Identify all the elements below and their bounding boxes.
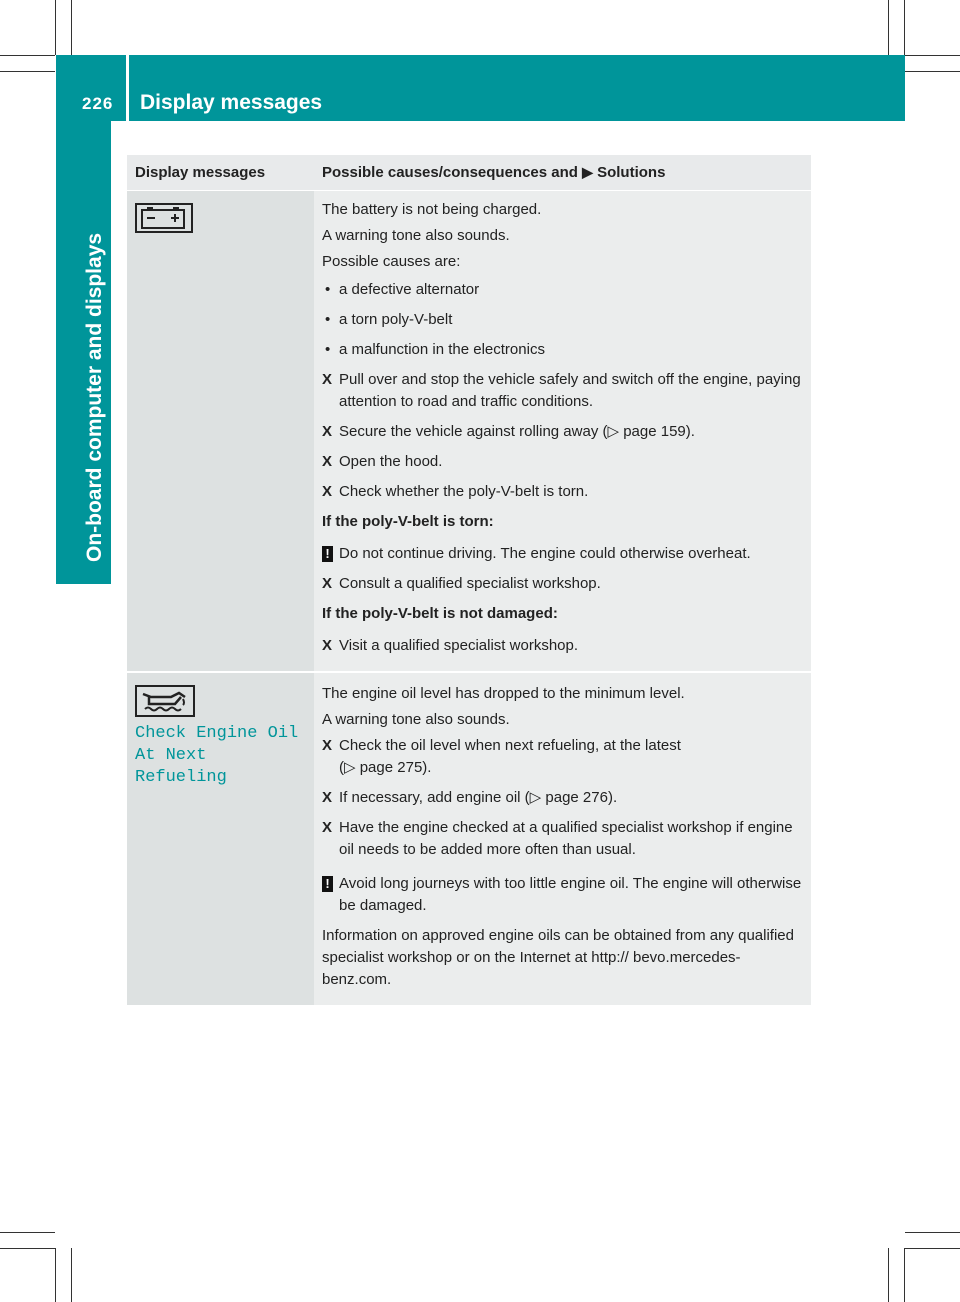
instruction-step (322, 421, 803, 443)
battery-icon (135, 203, 193, 233)
instruction-step (322, 573, 803, 595)
instruction-step (322, 451, 803, 473)
table-row (127, 672, 811, 1005)
display-text-line: At Next Refueling (135, 746, 227, 787)
instruction-icon: X (322, 423, 333, 440)
instruction-icon: X (322, 637, 333, 654)
engine-oil-icon-svg (137, 687, 193, 715)
instruction-text: Pull over and stop the vehicle safely and switch off the engine, paying attention to road and traffic conditions. (339, 371, 801, 410)
col-header-causes-text: Possible causes/consequences and (322, 164, 578, 181)
crop-mark (55, 0, 56, 55)
page-ref-text: page 159). (623, 423, 695, 440)
chapter-side-tab (56, 121, 111, 584)
bullet-text: a malfunction in the electronics (339, 341, 545, 358)
chapter-label: On-board computer and displays (83, 232, 106, 562)
instruction-step (322, 817, 803, 861)
col-header-causes-solutions (314, 155, 811, 191)
cause-text: The engine oil level has dropped to the minimum level. (322, 685, 685, 702)
crop-mark (0, 71, 55, 72)
crop-mark (71, 1248, 72, 1302)
col-header-display-messages: Display messages (127, 155, 314, 191)
display-message-cell (127, 191, 314, 673)
cause-bullet (322, 339, 803, 361)
bullet-text: a torn poly-V-belt (339, 311, 453, 328)
cause-text: Possible causes are: (322, 253, 461, 270)
page-ref-arrow-icon: ▷ (529, 789, 542, 806)
info-text: Information on approved engine oils can be obtained from any qualified specialist workshop or on the Internet at http:// bevo.mercedes-benz.com. (322, 927, 794, 988)
crop-mark (888, 1248, 889, 1302)
instruction-step (322, 369, 803, 413)
solution-cell (314, 672, 811, 1005)
instruction-text: If necessary, add engine oil ( (339, 789, 530, 806)
page-ref-arrow-icon: ▷ (607, 423, 620, 440)
crop-mark (905, 71, 960, 72)
instruction-icon: X (322, 819, 333, 836)
cause-text: A warning tone also sounds. (322, 227, 510, 244)
crop-mark (0, 1232, 55, 1233)
solution-arrow-icon: ▶ (582, 164, 593, 180)
instruction-text: Consult a qualified specialist workshop. (339, 575, 601, 592)
crop-mark (905, 1248, 960, 1249)
page-ref-text: page 276). (545, 789, 618, 806)
engine-oil-icon (135, 685, 195, 717)
warning-icon: ! (322, 546, 333, 562)
warning-text: Avoid long journeys with too little engine oil. The engine will otherwise be damaged. (339, 875, 802, 914)
warning-note (322, 873, 803, 917)
cause-text: A warning tone also sounds. (322, 711, 510, 728)
display-text (135, 723, 306, 789)
solution-cell (314, 191, 811, 673)
warning-icon: ! (322, 876, 333, 892)
cause-bullet (322, 309, 803, 331)
instruction-icon: X (322, 453, 333, 470)
header-divider (126, 55, 129, 121)
page-number: 226 (82, 94, 114, 113)
instruction-icon: X (322, 575, 333, 592)
crop-mark (904, 0, 905, 55)
page-reference-link[interactable] (530, 789, 617, 806)
crop-mark (71, 0, 72, 55)
crop-mark (905, 1232, 960, 1233)
crop-mark (888, 0, 889, 55)
page-reference-link[interactable]: (▷ page 275). (339, 759, 432, 776)
page-reference-link[interactable] (607, 423, 694, 440)
crop-mark (0, 55, 55, 56)
instruction-step (322, 481, 803, 503)
cause-bullet (322, 279, 803, 301)
display-messages-table (127, 155, 811, 1005)
instruction-text: Visit a qualified specialist workshop. (339, 637, 579, 654)
instruction-text: Have the engine checked at a qualified specialist workshop if engine oil needs to be added more often than usual. (339, 819, 793, 858)
warning-text: Do not continue driving. The engine could otherwise overheat. (339, 545, 751, 562)
table-header-row (127, 155, 811, 191)
page-title: Display messages (140, 91, 323, 114)
instruction-icon: X (322, 789, 333, 806)
display-message-cell (127, 672, 314, 1005)
crop-mark (905, 55, 960, 56)
battery-icon-svg (137, 205, 191, 231)
page-header (56, 55, 905, 121)
warning-note (322, 543, 803, 565)
instruction-text: Check the oil level when next refueling, at the latest (339, 737, 681, 754)
instruction-text: Open the hood. (339, 453, 443, 470)
page-ref-text: page 275). (359, 759, 432, 776)
instruction-icon: X (322, 483, 333, 500)
instruction-icon: X (322, 371, 333, 388)
cause-text: The battery is not being charged. (322, 201, 542, 218)
crop-mark (0, 1248, 55, 1249)
bullet-text: a defective alternator (339, 281, 480, 298)
instruction-step (322, 735, 803, 779)
instruction-step (322, 787, 803, 809)
condition-heading: If the poly-V-belt is torn: (322, 513, 494, 530)
table-row (127, 191, 811, 673)
page-ref-arrow-icon: ▷ (344, 759, 356, 776)
display-text-line: Check Engine Oil (135, 724, 299, 743)
instruction-icon: X (322, 737, 333, 754)
instruction-step (322, 635, 803, 657)
crop-mark (55, 1248, 56, 1302)
crop-mark (904, 1248, 905, 1302)
condition-heading: If the poly-V-belt is not damaged: (322, 605, 558, 622)
instruction-text: Check whether the poly-V-belt is torn. (339, 483, 589, 500)
instruction-text: Secure the vehicle against rolling away ( (339, 423, 608, 440)
col-header-solutions-text: Solutions (597, 164, 666, 181)
